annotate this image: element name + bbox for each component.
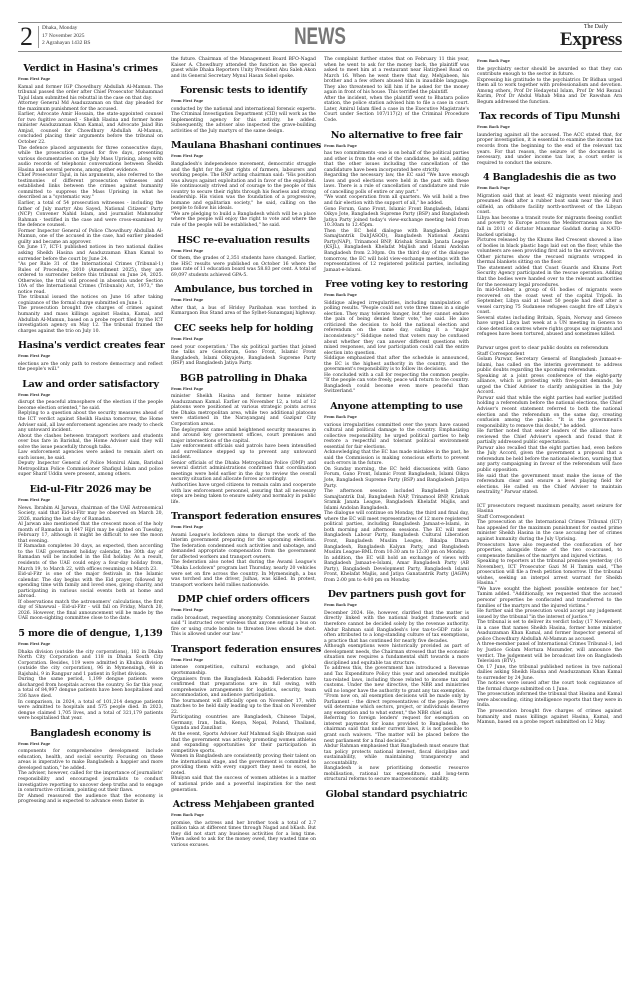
article-paragraph: The prosecution at the International Crimes Tribunal (ICT) has appealed for the maximum punishment for ousted prime minister Sheikh Hasina in the case accusing her of crimes against humanity during the July Uprising. — [477, 520, 622, 543]
article-paragraph: The federation also noted that during the Awami League's "Dhaka Lockdown" program last Thursday, nearly 20 vehicles were set on fire across the country. In Mymensingh, a bus was torched and the driver, Julhas, was killed. In protest, transport workers held rallies nationwide. — [171, 560, 316, 588]
continuation-label: From First Page — [18, 392, 51, 397]
article-paragraph: Former Inspector General of Police Chowdhury Abdullah Al-Mamun, one of the accused in the case, had earlier pleaded guilty and became an approver. — [18, 228, 163, 245]
article-paragraph: Authorities have urged citizens to remain calm and cooperate with law enforcement personnel, assuring that all necessary steps are being taken to ensure safety and normalcy in public life. — [171, 482, 316, 505]
article-headline[interactable]: Transport federation ensures — [171, 643, 322, 655]
article-paragraph: On June 17, ICT-1 published notices in two national dailies asking Sheikh Hasina and Asaduzzaman Khan Kamal to surrender before the court by June 24. — [18, 245, 163, 262]
article-paragraph: Expressing his gratitude to the psychiatrics Dr Bidhan urged them all to work together with professionalism and devotion. Among others, Prof Dr Hedayetul Islam, Prof Dr Md Rezaul Karim, Prof Dr Abdul Wahab Mina and Dr Rawshan Ara Begum addressed the function. — [477, 77, 622, 105]
article-paragraph: Earlier, Advocate Amir Hossain, the state-appointed counsel for two fugitive accused - Sheikh Hasina and former home minister Asaduzzaman Khan Kamal, and Advocate Jaiad Bin Amjad, counsel for Chowdhury Abdullah Al-Mamun, concluded placing their arguments before the tribunal on October 22. — [18, 112, 163, 146]
article-paragraph: Bangladesh's independence movement, democratic struggle and the fight for the just rights of farmers, labourers and working people. The BNP acting chairman said: "His position was always against exploitation and in favor of the exploited. He continuously strived and of courage to the people of this country to secure their rights through his fearless and strong leadership. His vision was the foundation of a progressive, humane and egalitarian society," he said, calling on the people to follow his ideals. — [171, 162, 316, 212]
article-paragraph: He further noted that senior leaders of the alliance have reviewed the Chief Adviser's speech and found that it partially addressed public expectations. — [477, 429, 622, 446]
article-paragraph: The tribunal is set to deliver its verdict today (17 November), in a case that names Sheikh Hasina, former home minister Asaduzzaman Khan Kamal, and former Inspector general of police Chowdhury Abdullah Al-Mamun as accused. — [477, 620, 622, 642]
article-paragraph: "We have sought the highest possible sentence for her," Tamim added. "Additionally, we requested that the accused persons' properties be confiscated and transferred to the families of the martyrs and the injured victims." — [477, 586, 622, 609]
article-paragraph: Then the EC held dialogue with Bangladesh Jatiya Samajtantrik Dal(JASOD), Bangladesh National Awami Party(NAP), Trinamool BNP, Krishak Sramik Janata League (KSJL), Bangladesh Khelafat Majlish and Islami Andolan Bangladesh from 2.30pm. On the third day of the dialogue tomorrow, the EC will hold view-exchange meetings with the representatives of 12 registered political parties, including Jamaat-e-Islami. — [324, 228, 469, 273]
article-paragraph: If Ramadan completes 30 days, as expected, then according to the UAE government holiday calendar, the 30th day of Ramadan will be included in the Eid holiday. As a result, residents of the UAE could enjoy a four-day holiday from, March 19, to March 22, with offices resuming on March 23. — [18, 544, 163, 572]
article-paragraph: Of them, the grades of 2,351 students have changed. Earlier, the HSC results were published on October 16 where the pass rate of 11 education board was 58.83 per cent. A total of 69,097 students achieved GPA-5. — [171, 256, 316, 278]
article-headline[interactable]: HSC re-evaluation results — [177, 234, 310, 246]
article-paragraph: The dialogue will continue on Monday, the third and final day, where the EC will meet representatives of 12 more registered political parties, including Bangladesh Jamaat-e-Islami, in both morning and afternoon sessions. The EC will meet Bangladesh Labour Party, Bangladesh Cultural Liberation Front, Bangladesh Muslim League, Bikalpa Dhara Bangladesh, Bangladesh Kalyan Party, and Bangladesh Muslim League-BML from 10:30 am to 12:30 pm on Monday. — [324, 511, 469, 556]
article-paragraph: On Sunday morning, the EC held discussions with Gano Forum, Gano Front, Islamic Front Bangladesh, Islami Oikya Jote, Bangladesh Supreme Party (BSP) and Bangladesh Jatiya Party. — [324, 466, 469, 489]
article-paragraph: Parwar said that while the eight parties had earlier justified holding a referendum before the national elections, the Chief Adviser's recent statement referred to both the national election and the referendum on the same day, creating confusion among the public. "It is the government's responsibility to remove this doubt," he added. — [477, 395, 622, 429]
article — [477, 111, 622, 166]
continuation-label: From Back Page — [324, 603, 357, 608]
continuation-label: From First Page — [18, 642, 51, 647]
article-paragraph: Organisers from the Bangladesh Kabaddi Federation have confirmed that preparations are in full swing, with comprehensive arrangements for logistics, security, team accommodation, and audience participation. — [171, 676, 316, 699]
article-headline[interactable]: DMP chief orders officers — [177, 594, 310, 606]
article-paragraph: Senior officials of the Dhaka Metropolitan Police (DMP) and several district administrations confirmed that coordination meetings were held earlier in the day to review the overall security situation and allocate forces accordingly. — [171, 460, 316, 483]
article-paragraph: Other pictures show the rescued migrants wrapped in thermal blankets sitting on the floor. — [477, 254, 622, 266]
article-paragraph: At the event, Sports Adviser Asif Mahmud Sajib Bhuiyan said that the government was actively promoting women athletes and expanding opportunities for their participation in competitive sports. — [171, 732, 316, 754]
article — [171, 235, 316, 279]
article-paragraph: Staff Correspondent — [477, 514, 525, 520]
article-paragraph: Regarding the necessary law, the EC said "We have enough laws and good elections were held in the past with these laws. There is a rule of cancellation of candidature and rule of cancelling polls of entire or any part." — [324, 173, 469, 195]
article-paragraph: Law enforcement agencies were asked to remain alert on such issues, he said. — [18, 450, 163, 461]
article-paragraph: Women in Bangladesh are consistently proving their talent on the international stage, and the government is committed to providing them with every support they need to excel, he noted. — [171, 754, 316, 776]
article-paragraph: Migration said that at least 42 migrants went missing and presumed dead after a rubber boat sank near the Al Buri oilfield, an offshore facility north-northwest of the Libyan coast. — [477, 193, 622, 216]
newspaper-logo — [560, 24, 622, 50]
continuation-label: From First Page — [171, 608, 204, 613]
article-paragraph: Kamal and former IGP Chowdhury Abdullah Al-Mamun. The tribunal passed the order after Chief Prosecutor Muhammad Tajul Islam submitted his rebuttal in the case on that day. — [18, 84, 163, 101]
continuation-label: From Back Page — [324, 293, 357, 298]
continuation-label: From First Page — [171, 386, 204, 391]
article-paragraph: In addition, the EC will hold an exchange of views with Bangladesh Jamaat-e-Islami, Amar Bangladesh Party (AB Party), Bangladesh Development Party, Bangladesh Islami Front, Khelafat Majlis, and Jatiya Ganatantrik Party (JAGPA) from 2:00 pm to 4:00 pm on Monday. — [324, 555, 469, 583]
article-paragraph: Dr Ahmed reassured the audience that the economy is progressing and is expected to advance even faster in — [18, 793, 163, 805]
article-paragraph: Al Jarwan also mentioned that the crescent moon of the holy month of Ramadan in 1447 Hijri may be sighted on Tuesday, February 17, although it might be difficult to see the moon that evening. — [18, 522, 163, 544]
article-paragraph: After the incident, when the plaintiff went to Bhatara police station, the police station advised him to file a case in court. Later, Amirul Islam filed a case in the Executive Magistrate's Court under Section 107/117(2) of the Criminal Procedure Code. — [324, 95, 469, 124]
logo-small: The Daily — [583, 24, 608, 30]
article — [171, 373, 316, 505]
article-paragraph: "We want cooperation from all quarters. We will hold a free and fair election with the support of all," he added. — [324, 195, 469, 207]
article-paragraph: In mid-October, a group of 61 bodies of migrants were recovered on the coast west of the capital Tripoli. In September, Libya said at least 50 people had died after a vessel carrying 75 Sudanese refugees caught fire off Libya's coast. — [477, 288, 622, 316]
article-headline[interactable]: BGB patrolling in Dhaka — [179, 372, 308, 384]
article-headline[interactable]: Verdict in Hasina's crimes — [23, 63, 158, 74]
article-paragraph: The prosecution brought five charges of crimes against humanity and mass killings against Hasina, Kamal, and Abdullah Al-Mamun, based on a probe report filed by the ICT investigation agency on May 12. The tribunal framed the charges against the trio on July 10. — [18, 306, 163, 334]
article-paragraph: The defence placed arguments for three consecutive days, while the prosecution argued for five days, presenting various documentaries on the July Mass Uprising, along with audio records of telephonic conversations between Sheikh Hasina and several persons, among other evidence. — [18, 145, 163, 173]
article-paragraph: To address this, the government has introduced a Revenue and Tax Expenditure Policy this year and amended multiple tax-related laws, including those related to income tax and customs. Under the new directive, the NBR and ministries will no longer have the authority to grant any tax exemption. — [324, 666, 469, 694]
article — [324, 789, 469, 800]
article-paragraph: Replying to a question about the security measures ahead of the ICT verdict against Sheikh Hasina tomorrow, the Home Adviser said, all law enforcement agencies are ready to check any untoward incident. — [18, 411, 163, 434]
article — [171, 140, 322, 229]
article-paragraph: Law enforcement officials said patrols have been intensified and surveillance stepped up to prevent any untoward incident. — [171, 444, 316, 461]
article-paragraph: Awami League's lockdown aims to disrupt the work of the interim government preparing for the upcoming elections. The federation condemned such activities and sabotage, and demanded appropriate compensation from the government for affected workers and transport owners. — [171, 532, 316, 560]
continuation-label: From First Page — [18, 77, 51, 81]
article-paragraph: intense competition, cultural exchange, and global sportsmanship. — [171, 665, 316, 677]
article-headline[interactable]: Actress Mehjabeen granted — [172, 799, 315, 811]
article-headline[interactable]: Law and order satisfactory — [22, 378, 159, 390]
date-line: Dhaka, Monday — [42, 25, 78, 31]
continuation-label: From First Page — [18, 354, 51, 359]
article-headline[interactable]: Global standard psychiatric — [325, 788, 468, 800]
article-columns — [18, 57, 622, 848]
continuation-label: From First Page — [171, 248, 204, 253]
article-paragraph: conducted by the national and international forensic experts. The Criminal Investigation Department (CID) will work as the implementing agency for this activity, he added. Subsequently, the adviser also inspected the grave-building activities of the July martyrs of the same design. — [171, 106, 316, 134]
article-paragraph: Libya has become a transit route for migrants fleeing conflict and poverty to Europe across the Mediterranean since the fall in 2011 of dictator Muammar Gaddafi during a NATO-backed uprising. — [477, 215, 622, 238]
column-2 — [171, 57, 322, 848]
article-paragraph: Siddique alleged irregularities, including manipulation of polling results. "People could not vote three times in a single election. They may tolerate hunger, but they cannot endure the pain of being denied their vote," he said. He also criticized the decision to hold the national election and referendum on the same day, calling it a "major inconsistency." Siddique noted that voters may be confused about whether they can answer different questions with mixed responses, and low participation could call the entire election into question. — [324, 300, 469, 356]
article — [477, 496, 622, 726]
article — [18, 63, 163, 334]
article-paragraph: Although exemptions were historically provided as part of development needs, the Chairman stressed that the economic situation now requires a fundamental shift towards a more disciplined and equitable tax structure. — [324, 644, 469, 666]
article-paragraph: the psychiatry sector should be awarded so that they can contribute enough to the sector in future. — [477, 66, 622, 78]
continuation-label: From First Page — [171, 525, 204, 530]
continuation-label: From Back Page — [477, 186, 510, 191]
article-paragraph: Eid-ul-Fitr is one of the major festivals in the Islamic calendar. The day begins with the Eid prayer, followed by spending time with family and loved ones, giving charity, and participating in various social events both at home and abroad. — [18, 572, 163, 600]
article-paragraph: Several states including Britain, Spain, Norway and Greece have urged Libya last week at a UN meeting in Geneva to close detention centres where rights groups say migrants and refugees have been tortured, abused and sometimes killed. — [477, 315, 622, 338]
article-paragraph: Acknowledging that the EC has made mistakes in the past, he said the Commission is making conscious efforts to prevent such errors in the future. — [324, 450, 469, 467]
column-1 — [18, 57, 163, 848]
article — [477, 59, 622, 105]
article-paragraph: The prosecution informed the tribunal that Hasina and Kamal were absconding, citing intelligence reports that they were in India. — [477, 692, 622, 709]
date-block — [42, 25, 90, 48]
article-paragraph: "We are pledging to build a Bangladesh which will be a place where the people will enjoy the right to vote and where the rule of the people will be established," he said. — [171, 211, 316, 229]
spacer — [477, 338, 622, 346]
article — [171, 643, 322, 793]
column-3 — [324, 57, 469, 848]
article-paragraph: various irregularities committed over the years have caused cultural and political damage to the country. Emphasizing collective responsibility, he urged political parties to help restore a respectful and tolerant political environment essential for fair elections. — [324, 422, 469, 450]
article-headline[interactable]: Maulana Bhashani continues — [171, 140, 322, 152]
article — [18, 484, 163, 622]
article-paragraph: In comparison, in 2024, a total of 101,214 dengue patients were admitted to hospitals and 575 people died. In 2023, dengue claimed 1,705 lives, and a total of 321,179 patients were hospitalised that year. — [18, 699, 163, 722]
article-headline[interactable]: 4 Bangladeshis die as two — [483, 172, 616, 184]
article-paragraph: The tournament will officially open on November 17, with matches to be held daily leading up to the final on November 22. — [171, 698, 316, 715]
continuation-label: From First Page — [18, 498, 51, 502]
article-paragraph: Chief Prosecutor Tajul, in his arguments, also referred to the testimonies of different prosecution witnesses and established links between the crimes against humanity committed to suppress the Mass Uprising in what he described as a "systematic way." — [18, 173, 163, 201]
article-paragraph: On 17 June, the tribunal published notices in two national dailies asking Sheikh Hasina and Asaduzzaman Khan Kamal to surrender by 24 June. — [477, 664, 622, 681]
date-line: 17 November 2025 — [42, 32, 85, 39]
continuation-label: From Back Page — [477, 59, 510, 63]
article — [171, 57, 316, 79]
article-paragraph: need your cooperation.' The six political parties that joined the talks are Gonoforum, Gono Front, Islamic Front Bangladesh, Islami Oikyajote, Bangladesh Supreme Party (BSP) and Bangladesh Jatiya Party. — [171, 344, 316, 367]
article — [171, 323, 316, 367]
article — [324, 57, 469, 124]
article-paragraph: Earlier, a total of 54 prosecution witnesses - including the father of July martyr Abu Sayed, National Citizens' Party (NCP) Convener Nahid Islam, and journalist Mahmudur Rahman - testified in the case and were cross-examined by the defence counsel. — [18, 201, 163, 229]
article-paragraph: Attorney General Md Asaduzzaman on that day pleaded for the maximum punishment for the accused. — [18, 101, 163, 112]
article-paragraph: Deputy Inspector General of Police Monirul Alam, Barishal Metropolitan Police Commissioner Shafiqul Islam and police super Sharif Uddin were present, among others. — [18, 461, 163, 478]
article-paragraph: During the same period, 1,199 dengue patients were discharged from hospitals across the country. So far this year, a total of 84,997 dengue patients have been hospitalised and 336 have died. — [18, 677, 163, 699]
article-paragraph: The statement added that Coast Guards and Khums Port Security Agency participated in the rescue operation. Adding that the bodies were handed over to the relevant authorities for the necessary legal procedures. — [477, 265, 622, 288]
article-paragraph: disrupt the peaceful atmosphere of the election if the people become election oriented," he said. — [18, 400, 163, 411]
article-paragraph: minister Sheikh Hasina and former home minister Asaduzzaman Kamal. Earlier on November 12, a total of 12 platoons were positioned at various strategic points across the Dhaka metropolitan area, while two additional platoons were stationed in the Narayanganj and Gazipur City Corporation areas. — [171, 394, 316, 427]
article-headline[interactable]: Free voting key to restoring — [325, 279, 468, 291]
logo-big: Express — [560, 29, 622, 50]
article — [171, 284, 316, 317]
article-paragraph: Prosecutors have also requested the confiscation of her properties, alongside those of the two co-accused, to compensate families of the martyrs and injured victims. — [477, 542, 622, 559]
article — [324, 130, 469, 274]
article-paragraph: The afternoon session included Bangladesh Jatiya Samajtantrik Dal, Bangladesh NAP, Trinamool BNP, Krishak Sramik Janata League, Bangladesh Khelafat Majlis, and Islami Andolan Bangladesh. — [324, 489, 469, 511]
spacer — [477, 496, 622, 504]
article-headline[interactable]: Anyone attempting to use — [330, 400, 463, 412]
article-paragraph: radio broadcast, requesting anonymity. Commissioner Sazzat said "I instructed over wireless that anyone setting a bus on fire or using crude bombs to threaten lives should be shot. This is allowed under our law." — [171, 615, 316, 638]
article-paragraph: Abdur Rahman emphasised that Bangladesh must ensure that tax policy protects national interest, fiscal discipline and sustainability, while maintaining transparency and accountability. — [324, 744, 469, 766]
article-paragraph: He further said the prosecution would accept any judgement issued by the tribunal "in the interest of justice." — [477, 609, 622, 620]
column-4 — [477, 57, 622, 848]
article — [18, 340, 163, 373]
divider — [38, 26, 39, 48]
article-paragraph: ICT prosecutors request maximum penalty, asset seizure for Hasina — [477, 503, 622, 515]
article-paragraph: the future. Chairman of the Management Board BFO-Nagad Kaiser A. Chowdhury attended the function as the special guest while Dhaka Reporters Unity President Abu Saleh Akon and its General Secretary Mynul Hasan Sohel spoke. — [171, 57, 316, 79]
article-headline[interactable]: 5 more die of dengue, 1,139 — [18, 628, 163, 640]
continuation-label: From Back Page — [324, 414, 357, 419]
article — [477, 338, 622, 496]
article — [171, 511, 322, 588]
article — [18, 628, 163, 722]
article-headline[interactable]: CEC seeks help for holding — [173, 322, 314, 334]
article-paragraph: The notices were issued after the court took cognizance of the formal charge submitted on 1 June. — [477, 681, 622, 692]
article-paragraph: Parwar also recalled that the eight parties had, even before the July Accord, given the government a proposal that a referendum be held before the national election, warning that any party campaigning in favour of the referendum will face public opposition. — [477, 445, 622, 473]
continuation-label: From First Page — [18, 741, 51, 746]
article-paragraph: Bhuiyan said that the success of women athletes is a matter of national pride and a powerful inspiration for the next generation. — [171, 776, 316, 793]
article-paragraph: Pictures released by the Khums Red Crescent showed a line of bodies in black plastic bags laid out on the floor, while the volunteers are seen providing first aid to the survivors. — [477, 238, 622, 255]
newspaper-page — [18, 22, 622, 848]
article — [324, 401, 469, 583]
article — [324, 589, 469, 783]
article-paragraph: Siddique emphasized that after the schedule is announced, the EC is the highest authority in the country, and the government's responsibility is to follow its decisions. — [324, 356, 469, 373]
article-paragraph: News. Ibrahim Al Jarwan, chairman of the UAE Astronomical Society, said that Eid-ul-Fitr may be observed on March 20, 2026, marking the last day of Ramadan. — [18, 505, 163, 522]
article-headline[interactable]: Bangladesh economy is — [30, 727, 151, 739]
article-headline[interactable]: Forensic tests to identify — [179, 85, 308, 97]
article-paragraph: components for comprehensive development include education, health, and social security. Focusing on these areas is imperative to make Bangladesh a happier and more developed nation," he added. — [18, 749, 163, 771]
article-paragraph: "From now on, all exemption decisions will be made only by Parliament - the direct representatives of the people. They will determine which sectors, project, or individuals deserve any exemption and to what extent," the NBR chief said. — [324, 694, 469, 716]
article — [171, 594, 316, 638]
article-paragraph: Parwar urges govt to clear public doubts on referendum — [477, 345, 609, 351]
article-paragraph: The adviser, however, called for the importance of journalists' responsibility and encouraged journalists to conduct investigative reporting to uncover deep truths and to engage in constructive criticism, pointing out their flaws. — [18, 771, 163, 794]
article — [18, 728, 163, 805]
article-paragraph: December 2024. He, however, clarified that the matter is directly linked with the national budget framework and therefore cannot be decided solely by the revenue authority. Abdur Rahman said Bangladesh's low tax-to-GDP ratio is often attributed to a long-standing culture of tax exemptions, a practice that has continued for nearly five decades. — [324, 610, 469, 644]
article-paragraph: promise, the actress and her brother took a total of 2.7 million taka at different times through Nagad and bKash. But they did not start any business activities for a long time. When asked to ask for the money owed, they wasted time on various excuses. — [171, 820, 316, 848]
article-paragraph: Referring to foreign lenders' request for exemption on interest payments for loans provided to Bangladesh, the chairman said that under current laws, it is not possible to grant such waivers. "The matter will be placed before the next parliament for a final decision." — [324, 716, 469, 744]
date-line: 2 Agrahayan 1432 BS — [42, 40, 91, 46]
article-paragraph: If observations match the astronomers' calculations, the first day of Shawwal - Eid-ul-Fitr - will fall on Friday, March 20, 2026. However, the final announcement will be made by the UAE moon-sighting committee close to the date. — [18, 599, 163, 622]
article-paragraph: Gono Forum, Gano Front, Islamic Front Bangladesh, Islami Oikyo Jote, Bangladesh Supreme Party (BSP) and Bangladesh Jatiya Party joined today's view-exchange meeting held from 10.30am to 12.45pm. — [324, 206, 469, 229]
article-paragraph: He concluded with a call for respecting the common people: "If the people can vote freely, peace will return to the country. Bangladesh could become even more peaceful than Switzerland." — [324, 372, 469, 395]
article — [171, 85, 316, 134]
continuation-label: From Back Page — [171, 813, 204, 818]
continuation-label: From First Page — [171, 298, 204, 303]
article — [324, 279, 469, 395]
article-paragraph: After that, a bus of Hridoy Paribahan was torched in Kumargaon Bus Stand area of the Sylhet-Sunamganj highway. — [171, 305, 316, 317]
masthead — [18, 22, 622, 52]
article-paragraph: About the clashes between transport workers and students over bus fare in Barishal, the Home Adviser said they will solve the issue peacefully through talks. — [18, 433, 163, 450]
article-paragraph: He said that the government must make the issue of the referendum clear and ensure a level playing field for elections. He called on the Chief Adviser to maintain neutrality," Parwar stated. — [477, 473, 622, 496]
article-headline[interactable]: Eid-ul-Fitr 2026 may be — [29, 484, 152, 495]
article-paragraph: Speaking at a joint press conference of the eight-party alliance, which is protesting with five-point demands, he urged the Chief Adviser to clarify ambiguities in the July Accord. — [477, 373, 622, 396]
article-paragraph: The prosecution brought five charges of crimes against humanity and mass killings against Hasina, Kamal, and Mamun, based on a probe report submitted on 12 May. — [477, 708, 622, 726]
continuation-label: From First Page — [171, 657, 204, 662]
article-paragraph: The deployment came amid heightened security measures in and around key government offices, court premises and major intersections of the capital. — [171, 427, 316, 444]
article-paragraph: "As per Rule 31 of the International Crimes (Tribunal-1) Rules of Procedure, 2010 (Amendment 2025), they are ordered to surrender before this tribunal on June 24, 2025. Otherwise, the trial will proceed in absentia under Section 10A of the International Crimes (Tribunals) Act, 1973," the notice read. — [18, 262, 163, 295]
article-paragraph: Dhaka division (outside the city corporations), 182 in Dhaka North City Corporation and 118 in Dhaka South City Corporation. Besides, 119 were admitted in Khulna division (outside the city corporation), 96 in Mymensingh, 48 in Rajshahi, 9 in Rangpur and 1 patient in Sylhet division. — [18, 649, 163, 677]
article-headline[interactable]: Tax records of Tipu Munshi — [478, 111, 621, 123]
section-title: NEWS — [294, 23, 346, 50]
article-paragraph: The tribunal issued the notices on June 16 after taking cognizance of the formal charge submitted on June 1. — [18, 295, 163, 306]
article — [18, 379, 163, 478]
continuation-label: From First Page — [171, 336, 204, 341]
article-headline[interactable]: No alternative to free fair — [330, 129, 463, 141]
article-paragraph: has two commitments -one is on behalf of the political parties and other is from the end of the candidates, he said, adding that the other issues including the cancellation of the candidature have been incorporated here strictly. — [324, 151, 469, 173]
article-paragraph: laundering against all the accused. The ACC stated that, for proper investigation, it is essential to examine the income tax records from the beginning to the end of the relevant tax years. For that reason, the seizure of the documents is necessary, and under income tax law, a court order is required to conduct the seizure. — [477, 132, 622, 166]
article — [477, 172, 622, 338]
article-paragraph: Participating countries are Bangladesh, Chinese Taipei, Germany, Iran, India, Kenya, Nepal, Poland, Thailand, Uganda and Zanzibar. — [171, 715, 316, 732]
article-headline[interactable]: Ambulance, bus torched in — [174, 284, 313, 296]
continuation-label: From Back Page — [477, 125, 510, 130]
article-headline[interactable]: Hasina's verdict creates fear — [18, 340, 165, 352]
article-paragraph: elections are the only path to restore democracy and reflect the people's will." — [18, 361, 163, 373]
article — [171, 799, 316, 848]
article-paragraph: Speaking to reporters at the tribunal premises yesterday (16 November), ICT Prosecutor Gazi M H Tamim said, "The prosecution will file a fresh petition tomorrow. If the tribunal wishes, seeking an interpol arrest warrant for Sheikh Hasina." — [477, 559, 622, 587]
article-paragraph: Golam Parwar, Secretary General of Bangladesh Jamaat-e-Islami, has called on the interim government to address public doubts regarding the upcoming referendum. — [477, 357, 622, 374]
article-paragraph: A three-member panel of International Crimes Tribunal-1, led by Justice Golam Mortuza Mozumder, will announce the verdict. The judgement will be broadcast live on Bangladesh Television (BTV). — [477, 642, 622, 665]
article-paragraph: Bangladesh is now prioritising domestic resource mobilisation, rational tax expenditure, and long-term structural reforms to secure macroeconomic stability. — [324, 766, 469, 783]
page-number: 2 — [20, 22, 33, 51]
article-paragraph: The complaint further states that on February 11 this year, when he went to ask for the money back, the plaintiff was asked to meet him at a restaurant near Hatirjheel Road on March 16. When he went there that day, Mehjabeen, his brother and a few others abused him in inaudible language. They also threatened to kill him if he asked for the money again in front of his house. This terrified the plaintiff. — [324, 57, 469, 96]
article-paragraph: Staff Correspondent — [477, 351, 525, 357]
continuation-label: From First Page — [171, 99, 204, 104]
continuation-label: From Back Page — [324, 143, 357, 148]
continuation-label: From First Page — [171, 154, 204, 159]
article-headline[interactable]: Dev partners push govt for — [327, 589, 466, 601]
article-headline[interactable]: Transport federation ensures — [171, 511, 322, 523]
